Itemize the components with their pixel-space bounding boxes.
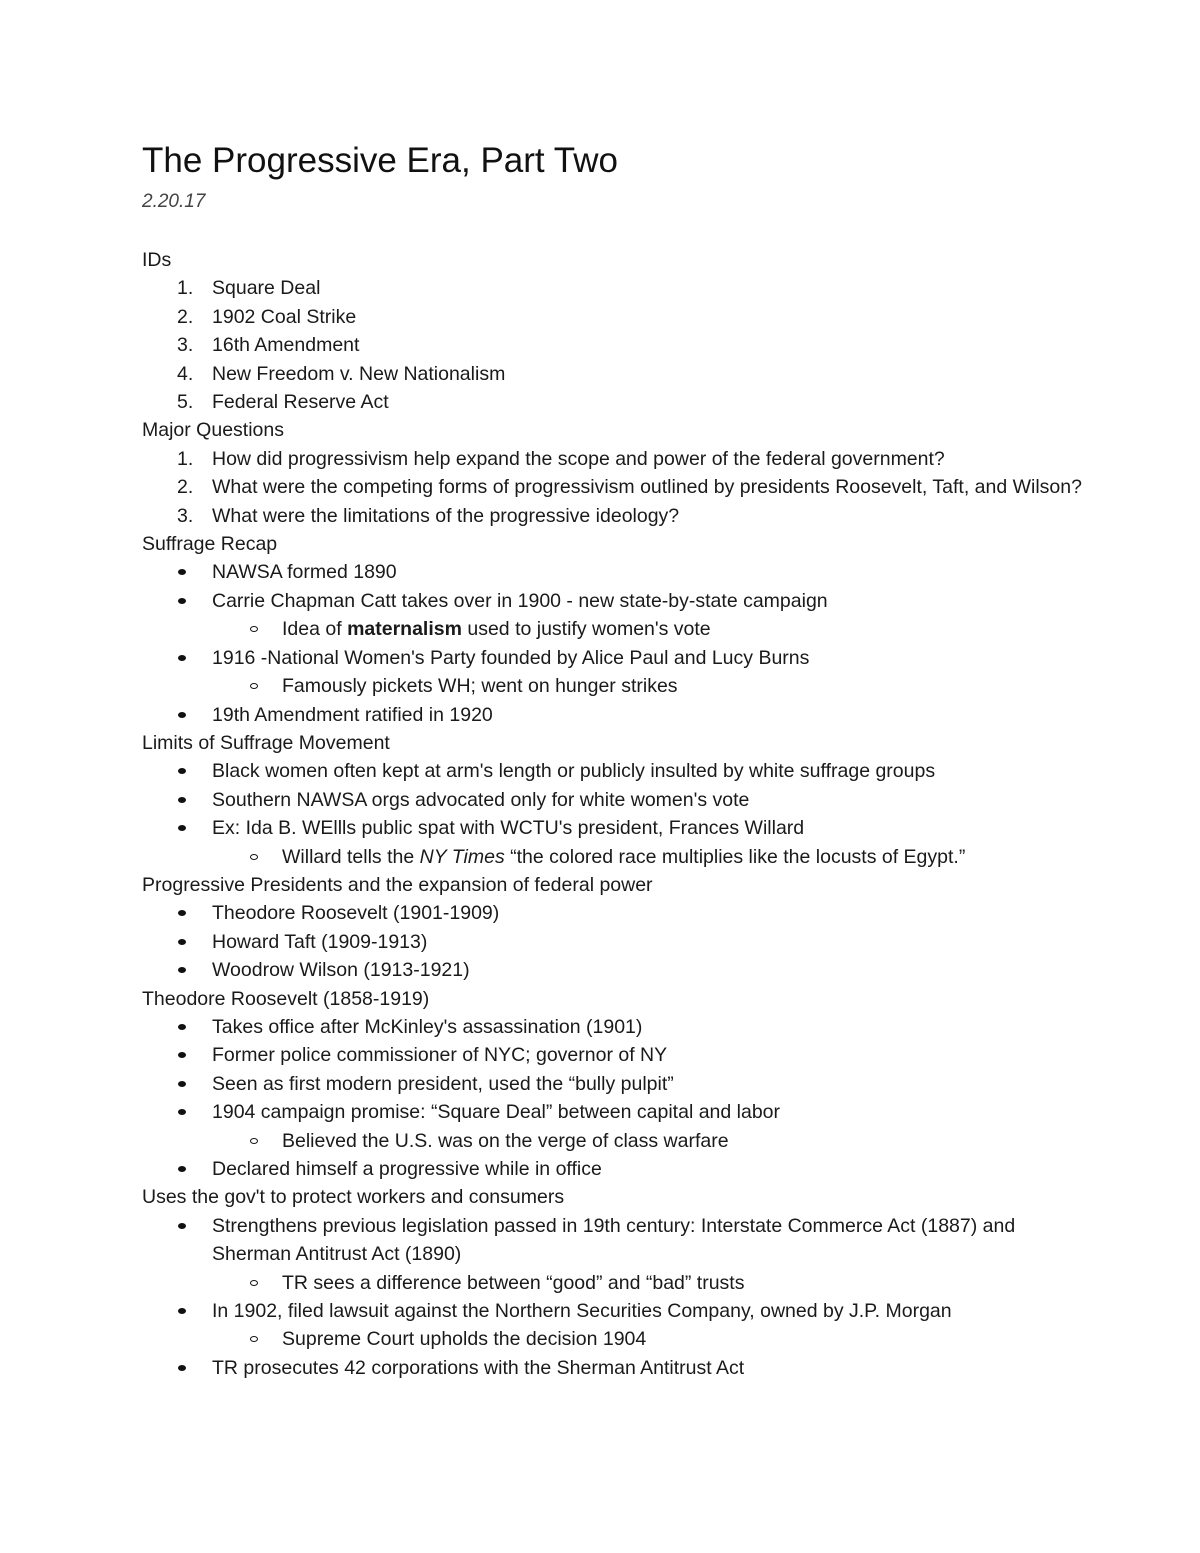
- section-heading-theodore-roosevelt: Theodore Roosevelt (1858-1919): [142, 987, 430, 1010]
- bullet-icon: [178, 768, 186, 774]
- list-number: 2.: [177, 305, 194, 328]
- list-item-text: Theodore Roosevelt (1901-1909): [212, 902, 500, 925]
- list-number: 2.: [177, 476, 194, 499]
- list-item-text: What were the competing forms of progressivism outlined by presidents Roosevelt, Taft, and Wilson?: [212, 476, 1082, 499]
- list-item: [142, 303, 1082, 331]
- sub-item-text: Famously pickets WH; went on hunger strikes: [282, 675, 678, 698]
- section-heading-ids: IDs: [142, 249, 172, 271]
- list-item-text: Square Deal: [212, 277, 321, 300]
- sub-list-item: [142, 1325, 1082, 1353]
- list-item-text: Declared himself a progressive while in office: [212, 1158, 602, 1180]
- list-item: [142, 1212, 1082, 1269]
- list-item-text: 16th Amendment: [212, 334, 360, 357]
- list-item-text: NAWSA formed 1890: [212, 561, 397, 584]
- list-item-text: Carrie Chapman Catt takes over in 1900 - new state-by-state campaign: [212, 589, 828, 612]
- list-item-text: 1916 -National Women's Party founded by Alice Paul and Lucy Burns: [212, 646, 810, 669]
- bullet-icon: [178, 1024, 186, 1030]
- list-number: 1.: [177, 277, 194, 300]
- list-item: [142, 1354, 1082, 1382]
- hollow-bullet-icon: [250, 1280, 258, 1286]
- list-item-text: What were the limitations of the progressive ideology?: [212, 504, 680, 527]
- tr-list: [142, 1013, 1082, 1183]
- limits-list: [142, 757, 1082, 871]
- list-item: [142, 502, 1082, 530]
- bullet-icon: [178, 1109, 186, 1115]
- document-title: The Progressive Era, Part Two: [142, 141, 618, 180]
- list-item-text: In 1902, filed lawsuit against the Northern Securities Company, owned by J.P. Morgan: [212, 1300, 952, 1323]
- suffrage-list: [142, 558, 1082, 728]
- list-number: 4.: [177, 362, 194, 385]
- list-item: [142, 701, 1082, 729]
- list-item: [142, 1070, 1082, 1098]
- list-item-text: Seen as first modern president, used the “bully pulpit”: [212, 1072, 674, 1095]
- list-item: [142, 1041, 1082, 1069]
- sub-item-text: “the colored race multiplies like the locusts of Egypt.”: [504, 845, 966, 868]
- sub-item-text: Idea of: [282, 618, 348, 641]
- bold-term: maternalism: [347, 618, 462, 641]
- sub-item-text: used to justify women's vote: [461, 618, 711, 641]
- sub-item-text: Willard tells the: [282, 845, 420, 868]
- major-questions-list: [142, 445, 1082, 530]
- list-item-text: Strengthens previous legislation passed in 19th century: Interstate Commerce Act (1887) and Sherman Antitrust Act (1890): [212, 1214, 1016, 1266]
- list-number: 1.: [177, 447, 194, 470]
- list-item-text: 1904 campaign promise: “Square Deal” between capital and labor: [212, 1101, 781, 1124]
- bullet-icon: [178, 1223, 186, 1229]
- list-item-text: Takes office after McKinley's assassination (1901): [212, 1015, 643, 1038]
- section-heading-govt: Uses the gov't to protect workers and consumers: [142, 1186, 565, 1209]
- list-item: [142, 644, 1082, 672]
- bullet-icon: [178, 598, 186, 604]
- list-item-text: TR prosecutes 42 corporations with the Sherman Antitrust Act: [212, 1356, 745, 1379]
- hollow-bullet-icon: [250, 1138, 258, 1144]
- list-item-text: Howard Taft (1909-1913): [212, 930, 428, 953]
- list-number: 5.: [177, 391, 194, 414]
- section-heading-limits: Limits of Suffrage Movement: [142, 731, 390, 754]
- list-item: [142, 786, 1082, 814]
- document-page: [142, 140, 1082, 1382]
- list-item: [142, 445, 1082, 473]
- sub-list-item: [142, 1269, 1082, 1297]
- list-item-text: 19th Amendment ratified in 1920: [212, 703, 493, 726]
- bullet-icon: [178, 1052, 186, 1058]
- bullet-icon: [178, 825, 186, 831]
- list-item: [142, 587, 1082, 615]
- hollow-bullet-icon: [250, 1336, 258, 1342]
- sub-list-item: [142, 1127, 1082, 1155]
- sub-list-item: [142, 843, 1082, 871]
- bullet-icon: [178, 967, 186, 973]
- sub-item-text: TR sees a difference between “good” and “bad” trusts: [282, 1271, 745, 1294]
- list-item: [142, 1098, 1082, 1126]
- list-item-text: Ex: Ida B. WEllls public spat with WCTU's president, Frances Willard: [212, 817, 805, 840]
- bullet-icon: [178, 1081, 186, 1087]
- bullet-icon: [178, 655, 186, 661]
- bullet-icon: [178, 910, 186, 916]
- sub-item-text: Supreme Court upholds the decision 1904: [282, 1328, 647, 1351]
- list-item: [142, 956, 1082, 984]
- list-item: [142, 1155, 1082, 1183]
- list-number: 3.: [177, 504, 194, 527]
- bullet-icon: [178, 1365, 186, 1371]
- list-item-text: 1902 Coal Strike: [212, 305, 357, 328]
- list-item: [142, 558, 1082, 586]
- ids-list: [142, 274, 1082, 416]
- bullet-icon: [178, 712, 186, 718]
- list-item: [142, 473, 1082, 501]
- list-item: [142, 757, 1082, 785]
- bullet-icon: [178, 939, 186, 945]
- list-item: [142, 360, 1082, 388]
- sub-item-text: Believed the U.S. was on the verge of class warfare: [282, 1129, 729, 1152]
- hollow-bullet-icon: [250, 626, 258, 632]
- list-number: 3.: [177, 334, 194, 357]
- list-item: [142, 388, 1082, 416]
- sub-list-item: [142, 672, 1082, 700]
- list-item-text: Former police commissioner of NYC; governor of NY: [212, 1044, 668, 1067]
- list-item: [142, 331, 1082, 359]
- sub-list-item: [142, 615, 1082, 643]
- section-heading-presidents: Progressive Presidents and the expansion of federal power: [142, 873, 653, 896]
- italic-term: NY Times: [419, 845, 505, 868]
- list-item-text: Woodrow Wilson (1913-1921): [212, 959, 470, 982]
- list-item-text: Southern NAWSA orgs advocated only for white women's vote: [212, 788, 750, 811]
- hollow-bullet-icon: [250, 683, 258, 689]
- spacer: [142, 216, 1082, 246]
- list-item: [142, 274, 1082, 302]
- list-item: [142, 1297, 1082, 1325]
- list-item-text: How did progressivism help expand the scope and power of the federal government?: [212, 447, 945, 470]
- bullet-icon: [178, 569, 186, 575]
- list-item-text: New Freedom v. New Nationalism: [212, 362, 506, 385]
- section-heading-major-questions: Major Questions: [142, 419, 284, 442]
- section-heading-suffrage-recap: Suffrage Recap: [142, 533, 278, 556]
- list-item: [142, 899, 1082, 927]
- list-item: [142, 928, 1082, 956]
- hollow-bullet-icon: [250, 854, 258, 860]
- bullet-icon: [178, 797, 186, 803]
- list-item: [142, 814, 1082, 842]
- bullet-icon: [178, 1166, 186, 1172]
- presidents-list: [142, 899, 1082, 984]
- document-date: 2.20.17: [142, 191, 206, 212]
- govt-list: [142, 1212, 1082, 1382]
- bullet-icon: [178, 1308, 186, 1314]
- list-item-text: Federal Reserve Act: [212, 391, 389, 414]
- list-item: [142, 1013, 1082, 1041]
- list-item-text: Black women often kept at arm's length or publicly insulted by white suffrage groups: [212, 760, 936, 783]
